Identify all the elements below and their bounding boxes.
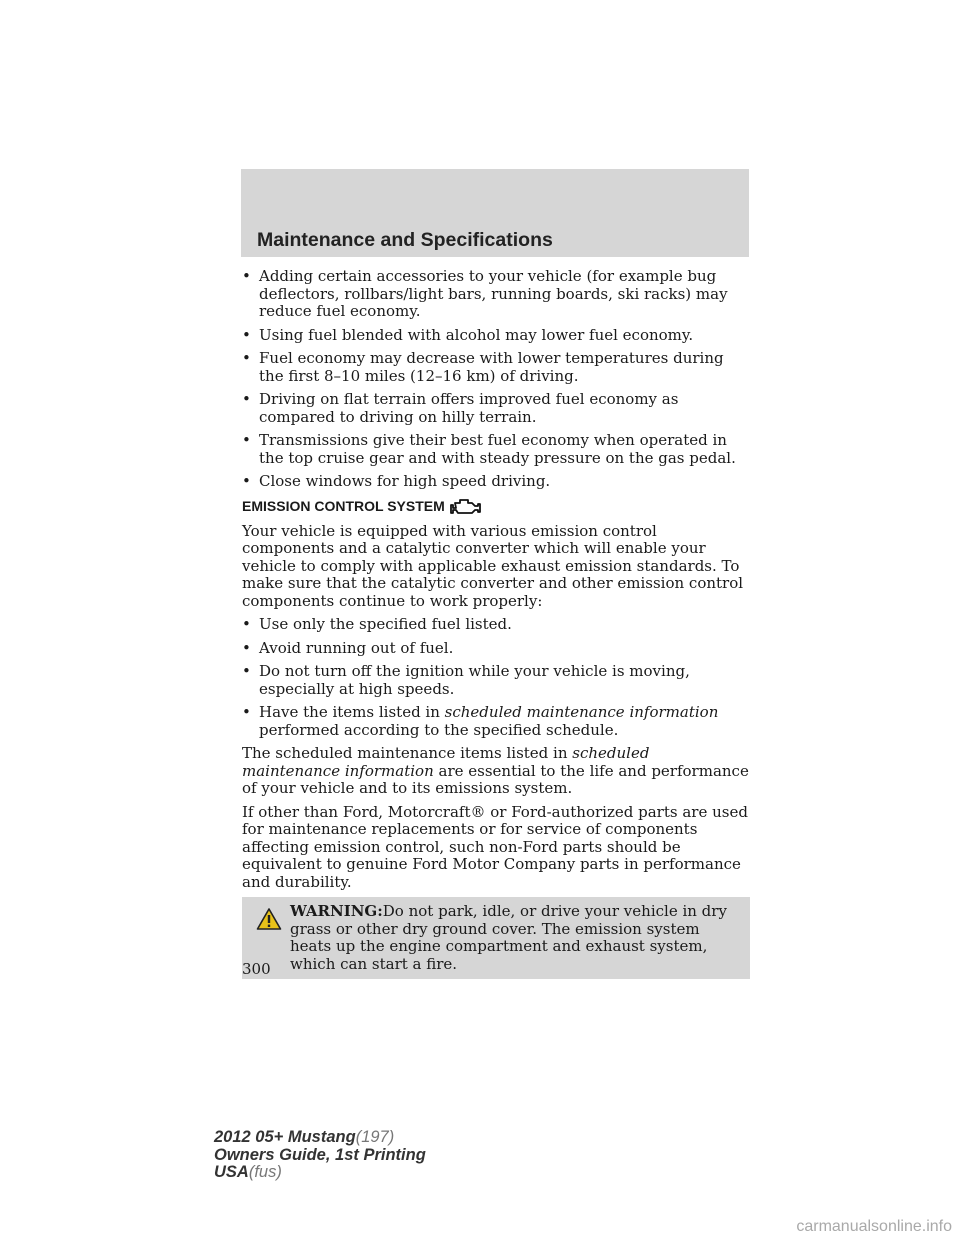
watermark: carmanualsonline.info — [796, 1218, 952, 1235]
list-item: • Have the items listed in scheduled maintenance information performed according to the specified schedule. — [242, 703, 719, 739]
page-content — [242, 268, 750, 979]
section-title: EMISSION CONTROL SYSTEM — [242, 497, 750, 517]
list-item: • Avoid running out of fuel. — [242, 638, 454, 657]
list-item: • Using fuel blended with alcohol may lower fuel economy. — [242, 325, 694, 344]
list-item: • Do not turn off the ignition while your vehicle is moving, especially at high speeds. — [242, 662, 690, 698]
list-item: • Driving on flat terrain offers improved fuel economy as compared to driving on hilly terrain. — [242, 390, 679, 426]
list-item: • Adding certain accessories to your vehicle (for example bug deflectors, rollbars/light bars, running boards, ski racks) may reduce fuel economy. — [242, 267, 728, 320]
section-header-bar — [241, 169, 749, 257]
print-footer: 2012 05+ Mustang(197) Owners Guide, 1st Printing USA(fus) — [214, 1128, 426, 1181]
fuel-economy-list — [242, 268, 750, 491]
parts-paragraph: If other than Ford, Motorcraft® or Ford-authorized parts are used for maintenance replacements or for service of components affecting emission control, such non-Ford parts should be equivalent to genuine Ford Motor Company parts in performance and durability. — [242, 802, 748, 891]
list-item: • Transmissions give their best fuel economy when operated in the top cruise gear and with steady pressure on the gas pedal. — [242, 431, 736, 467]
warning-text: WARNING:Do not park, idle, or drive your vehicle in dry grass or other dry ground cover. The emission system heats up the engine compartment and exhaust system, which can start a fire. — [290, 902, 727, 973]
maintenance-paragraph: The scheduled maintenance items listed in scheduled maintenance information are essential to the life and performance of your vehicle and to its emissions system. — [242, 744, 749, 797]
warning-triangle-icon — [256, 907, 282, 931]
engine-icon — [449, 497, 483, 517]
list-item: • Use only the specified fuel listed. — [242, 615, 512, 633]
page-title: Maintenance and Specifications — [257, 229, 553, 251]
list-item: • Close windows for high speed driving. — [242, 472, 551, 490]
list-item: • Fuel economy may decrease with lower temperatures during the first 8–10 miles (12–16 km) of driving. — [242, 349, 724, 385]
page-number: 300 — [242, 960, 271, 978]
warning-box — [242, 897, 750, 979]
emission-list — [242, 616, 750, 739]
section-intro: Your vehicle is equipped with various emission control components and a catalytic converter which will enable your vehicle to comply with applicable exhaust emission standards. To make sure that the catalytic converter and other emission control components continue to work properly: — [242, 521, 744, 610]
